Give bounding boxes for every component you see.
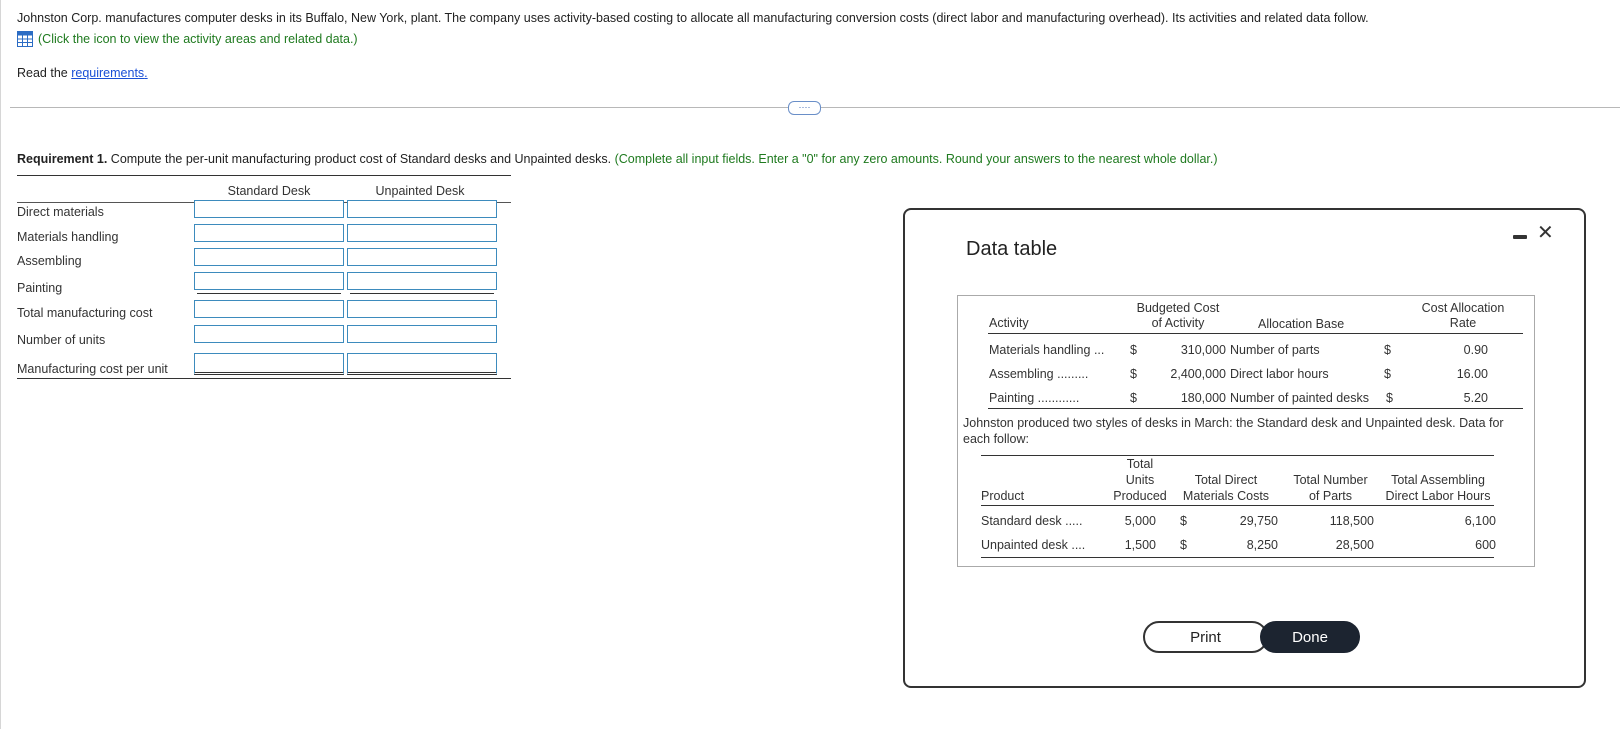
product-hours: 600 [1475,538,1496,552]
cost-currency: $ [1130,391,1137,405]
product-header-rule [981,505,1494,506]
row-label-cost-per-unit: Manufacturing cost per unit [17,362,168,376]
intro-text: Johnston Corp. manufactures computer desks in its Buffalo, New York, plant. The company uses activity-based costing to allocate all manufacturing conversion costs (direct labor and manufacturing overhead). Its activities and related data follow. [17,11,1369,25]
row-label-total-cost: Total manufacturing cost [17,306,153,320]
minimize-icon[interactable] [1513,235,1527,239]
activity-base: Direct labor hours [1230,367,1329,381]
parts-header-l2: of Parts [1308,489,1353,503]
product-parts: 28,500 [1335,538,1374,552]
read-prefix: Read the [17,66,72,80]
product-hours: 6,100 [1464,514,1496,528]
activity-header-rule [988,333,1523,334]
product-header: Product [981,489,1025,503]
dm-header-l2: Materials Costs [1182,489,1270,503]
product-leader: .... [1071,538,1086,552]
activity-leader: ......... [1057,367,1089,381]
product-bottom-rule [981,557,1494,558]
standard-total-cost-input[interactable] [194,300,344,318]
product-currency: $ [1180,514,1187,528]
expand-button[interactable]: ···· [788,101,821,115]
activity-row [989,367,1088,381]
left-border [0,0,1,729]
print-button[interactable]: Print [1143,621,1268,653]
budgeted-header-l2: of Activity [1151,316,1205,330]
activity-row [989,391,1079,405]
requirement-body: Compute the per-unit manufacturing product cost of Standard desks and Unpainted desks. [107,152,615,166]
row-label-number-of-units: Number of units [17,333,106,347]
product-dm-cost: 29,750 [1239,514,1278,528]
activity-rate: 16.00 [1456,367,1488,381]
unpainted-units-input[interactable] [347,325,497,343]
unpainted-total-cost-input[interactable] [347,300,497,318]
products-intro-l1: Johnston produced two styles of desks in March: the Standard desk and Unpainted desk. Data for [963,416,1504,430]
row-label-direct-materials: Direct materials [17,205,104,219]
read-suffix: . [144,66,148,80]
standard-units-input[interactable] [194,325,344,343]
close-icon[interactable]: ✕ [1537,222,1554,244]
col-header-unpainted: Unpainted Desk [375,184,465,198]
activity-leader: ... [1093,343,1105,357]
product-units: 1,500 [1124,538,1156,552]
activity-cost: 180,000 [1180,391,1226,405]
activity-rate: 5.20 [1463,391,1488,405]
units-header-l3: Produced [1113,489,1167,503]
product-name: Unpainted desk [981,538,1068,552]
rate-header-l2: Rate [1449,316,1477,330]
rate-currency: $ [1384,343,1391,357]
product-leader: ..... [1065,514,1083,528]
cost-currency: $ [1130,367,1137,381]
done-button[interactable]: Done [1260,621,1360,653]
activity-bottom-rule [988,408,1523,409]
product-row [981,538,1085,552]
dm-header-l1: Total Direct [1194,473,1258,487]
activity-base: Number of parts [1230,343,1320,357]
units-header-l2: Units [1125,473,1155,487]
product-row [981,514,1082,528]
standard-direct-materials-input[interactable] [194,200,344,218]
unpainted-assembling-input[interactable] [347,248,497,266]
product-name: Standard desk [981,514,1062,528]
rate-header-l1: Cost Allocation [1421,301,1505,315]
product-units: 5,000 [1124,514,1156,528]
unpainted-materials-handling-input[interactable] [347,224,497,242]
unpainted-direct-materials-input[interactable] [347,200,497,218]
product-parts: 118,500 [1329,514,1374,528]
budgeted-header-l1: Budgeted Cost [1136,301,1220,315]
hours-header-l1: Total Assembling [1391,473,1485,487]
activity-cost: 310,000 [1180,343,1226,357]
activity-name: Assembling [989,367,1054,381]
units-header-l1: Total [1126,457,1154,471]
click-icon-text: (Click the icon to view the activity areas and related data.) [38,32,358,46]
unpainted-cost-per-unit-input[interactable] [347,353,497,375]
unpainted-painting-input[interactable] [347,272,497,290]
row-label-materials-handling: Materials handling [17,230,119,244]
parts-header-l1: Total Number [1293,473,1368,487]
dialog-title: Data table [966,238,1058,260]
activity-leader: ............ [1037,391,1080,405]
allocation-base-header: Allocation Base [1258,317,1345,331]
read-requirements-row [17,66,148,80]
activity-header: Activity [989,316,1029,330]
activity-name: Painting [989,391,1035,405]
product-dm-cost: 8,250 [1246,538,1278,552]
activity-rate: 0.90 [1463,343,1488,357]
col-header-standard: Standard Desk [227,184,311,198]
data-link-row[interactable] [17,31,358,47]
activity-name: Materials handling [989,343,1091,357]
standard-cost-per-unit-input[interactable] [194,353,344,375]
grid-bottom-rule [17,378,511,379]
activity-base: Number of painted desks [1230,391,1369,405]
standard-assembling-input[interactable] [194,248,344,266]
requirement-hint: (Complete all input fields. Enter a "0" for any zero amounts. Round your answers to the nearest whole dollar.) [614,152,1218,166]
activity-row [989,343,1104,357]
requirements-link[interactable]: requirements [71,66,145,80]
row-label-assembling: Assembling [17,254,82,268]
products-intro-l2: each follow: [963,432,1030,446]
rate-currency: $ [1386,391,1393,405]
row-label-painting: Painting [17,281,63,295]
requirement-label: Requirement 1. [17,152,108,166]
rate-currency: $ [1384,367,1391,381]
cost-currency: $ [1130,343,1137,357]
product-currency: $ [1180,538,1187,552]
standard-painting-input[interactable] [194,272,344,290]
product-top-rule [981,455,1494,456]
requirement-1-text [17,152,1218,166]
hours-header-l2: Direct Labor Hours [1385,489,1491,503]
standard-materials-handling-input[interactable] [194,224,344,242]
table-icon[interactable] [17,31,33,47]
data-table-panel [957,295,1535,567]
grid-top-rule [17,175,511,176]
data-table-dialog [903,208,1586,688]
activity-cost: 2,400,000 [1170,367,1226,381]
